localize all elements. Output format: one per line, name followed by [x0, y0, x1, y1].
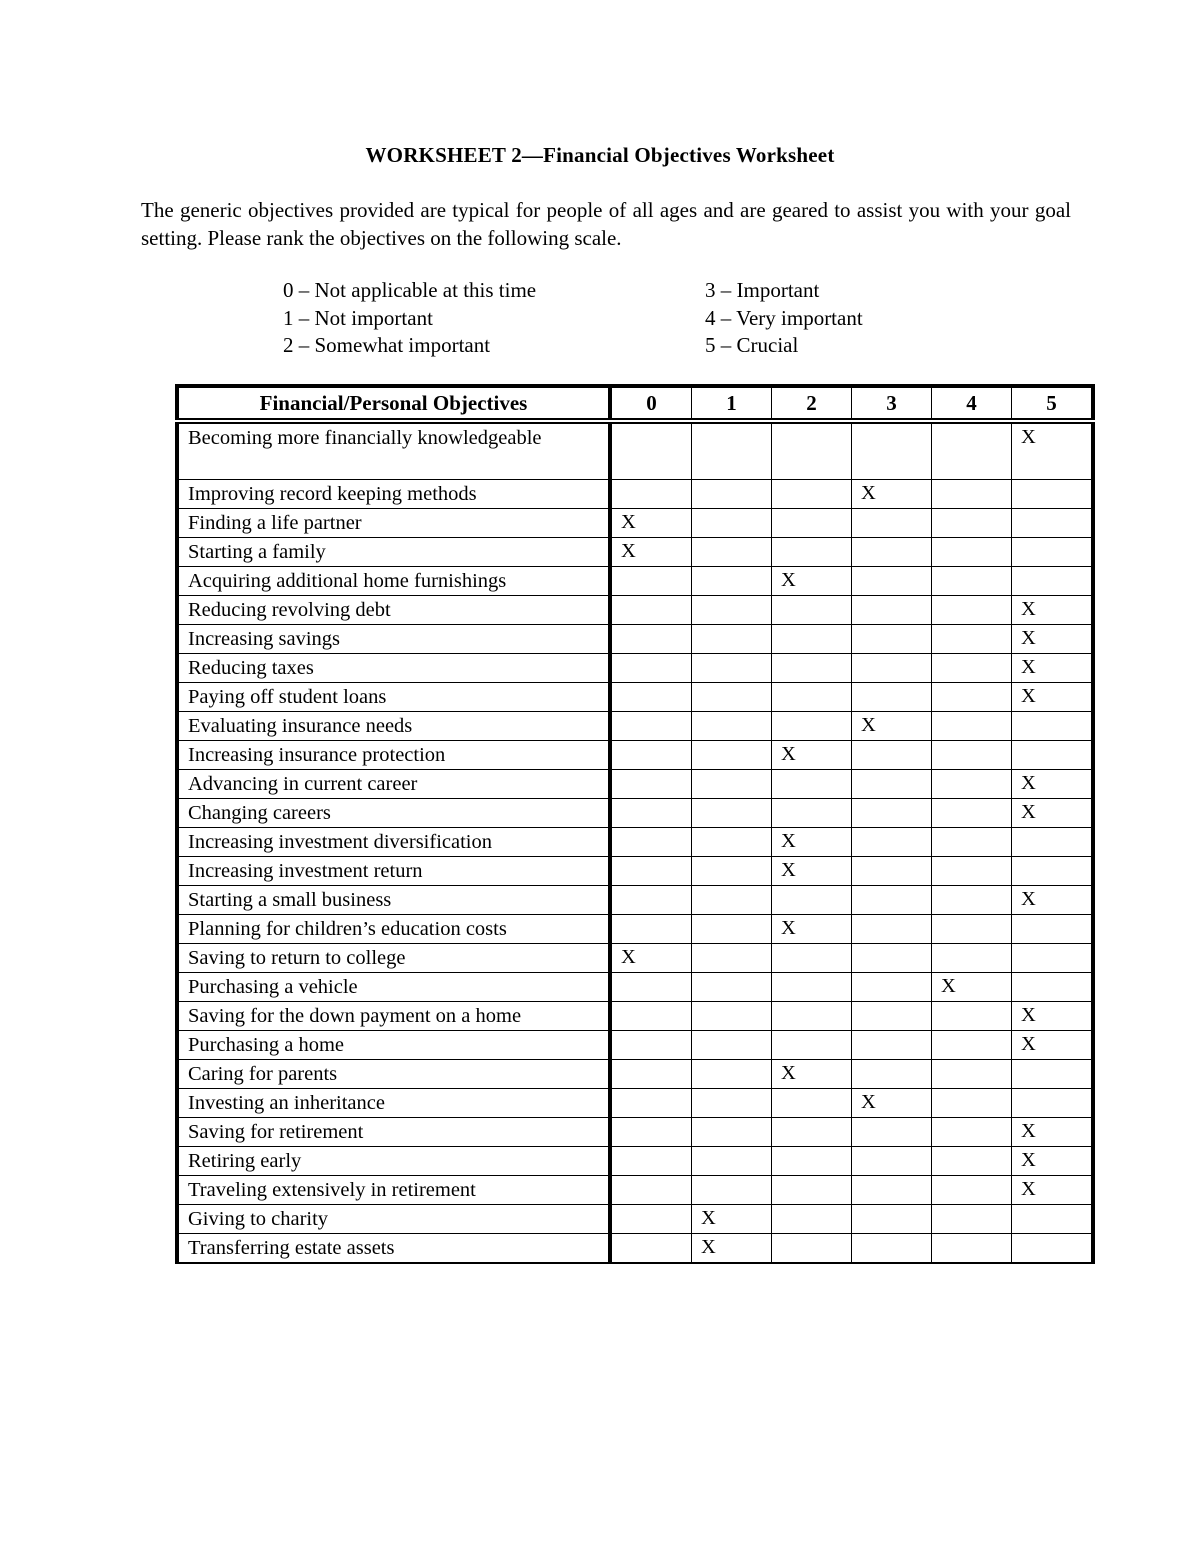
objective-label-text: Reducing revolving debt	[188, 599, 391, 621]
rank-cell-3	[852, 1234, 932, 1264]
table-row	[177, 596, 1093, 625]
table-row	[177, 828, 1093, 857]
objective-label-text: Increasing investment return	[188, 860, 423, 882]
objective-label-text: Increasing insurance protection	[188, 744, 446, 766]
scale-item-2: 2 – Somewhat important	[283, 333, 491, 357]
rank-cell-4	[932, 886, 1012, 915]
rank-cell-2: X	[772, 1060, 852, 1089]
rank-cell-0	[610, 770, 692, 799]
rank-cell-1	[692, 1060, 772, 1089]
rank-cell-5: X	[1012, 1118, 1094, 1147]
rank-cell-3	[852, 770, 932, 799]
rank-cell-3	[852, 1118, 932, 1147]
objective-label	[177, 973, 610, 1002]
rank-cell-2	[772, 1089, 852, 1118]
rank-cell-4	[932, 741, 1012, 770]
rank-cell-2	[772, 596, 852, 625]
objective-label-text: Purchasing a home	[188, 1034, 344, 1056]
objective-label-text: Saving for retirement	[188, 1121, 364, 1143]
rank-cell-4	[932, 480, 1012, 509]
rank-cell-3	[852, 1002, 932, 1031]
rank-cell-3	[852, 1031, 932, 1060]
rank-cell-2	[772, 538, 852, 567]
rank-cell-1	[692, 538, 772, 567]
rank-cell-0	[610, 886, 692, 915]
table-row	[177, 973, 1093, 1002]
rank-cell-4	[932, 1089, 1012, 1118]
rank-cell-0	[610, 1118, 692, 1147]
rank-cell-5	[1012, 538, 1094, 567]
rank-cell-2	[772, 1118, 852, 1147]
objective-label-text: Acquiring additional home furnishings	[188, 570, 507, 592]
rank-cell-4	[932, 1147, 1012, 1176]
rank-cell-3	[852, 509, 932, 538]
rank-cell-1	[692, 1118, 772, 1147]
rank-cell-2	[772, 973, 852, 1002]
rank-cell-4	[932, 625, 1012, 654]
rank-cell-0	[610, 1205, 692, 1234]
table-row	[177, 1089, 1093, 1118]
rank-cell-4	[932, 1031, 1012, 1060]
rank-cell-0	[610, 625, 692, 654]
rank-cell-2	[772, 683, 852, 712]
rank-cell-5: X	[1012, 1031, 1094, 1060]
rank-cell-5: X	[1012, 1176, 1094, 1205]
rank-cell-0	[610, 421, 692, 480]
rank-cell-2: X	[772, 741, 852, 770]
rank-cell-4	[932, 770, 1012, 799]
header-rank-2: 2	[772, 386, 852, 421]
rank-cell-2	[772, 712, 852, 741]
objective-label	[177, 770, 610, 799]
rank-cell-4	[932, 509, 1012, 538]
rank-cell-1	[692, 421, 772, 480]
rank-cell-4	[932, 944, 1012, 973]
rank-cell-5: X	[1012, 683, 1094, 712]
objective-label-text: Becoming more financially knowledgeable	[188, 427, 542, 449]
objective-label-text: Increasing investment diversification	[188, 831, 492, 853]
scale-legend-left	[283, 277, 536, 360]
objective-label-text: Improving record keeping methods	[188, 483, 477, 505]
objective-label	[177, 421, 610, 480]
rank-cell-5: X	[1012, 799, 1094, 828]
rank-cell-1	[692, 1176, 772, 1205]
rank-cell-0	[610, 654, 692, 683]
rank-cell-4	[932, 915, 1012, 944]
objective-label	[177, 625, 610, 654]
objective-label-text: Advancing in current career	[188, 773, 418, 795]
rank-cell-2	[772, 886, 852, 915]
header-rank-5: 5	[1012, 386, 1094, 421]
table-row	[177, 886, 1093, 915]
rank-cell-3	[852, 741, 932, 770]
rank-cell-5	[1012, 567, 1094, 596]
rank-cell-4: X	[932, 973, 1012, 1002]
rank-cell-3	[852, 567, 932, 596]
rank-cell-2	[772, 1147, 852, 1176]
rank-cell-1	[692, 1089, 772, 1118]
rank-cell-2	[772, 944, 852, 973]
table-row	[177, 1205, 1093, 1234]
objective-label	[177, 915, 610, 944]
rank-cell-2	[772, 799, 852, 828]
rank-cell-4	[932, 857, 1012, 886]
rank-cell-0	[610, 1234, 692, 1264]
objective-label-text: Retiring early	[188, 1150, 302, 1172]
objective-label	[177, 886, 610, 915]
rank-cell-2: X	[772, 857, 852, 886]
table-row	[177, 654, 1093, 683]
table-row	[177, 509, 1093, 538]
rank-cell-0	[610, 1089, 692, 1118]
objectives-table	[175, 384, 1095, 1264]
scale-legend-right	[705, 277, 863, 360]
objective-label	[177, 1060, 610, 1089]
rank-cell-0: X	[610, 944, 692, 973]
rank-cell-5	[1012, 509, 1094, 538]
objective-label-text: Reducing taxes	[188, 657, 314, 679]
table-row	[177, 915, 1093, 944]
table-row	[177, 1118, 1093, 1147]
rank-cell-5	[1012, 915, 1094, 944]
rank-cell-1: X	[692, 1205, 772, 1234]
rank-cell-4	[932, 1176, 1012, 1205]
rank-cell-0	[610, 1060, 692, 1089]
table-row	[177, 799, 1093, 828]
rank-cell-1	[692, 654, 772, 683]
objective-label-text: Saving for the down payment on a home	[188, 1005, 522, 1027]
rank-cell-0	[610, 1031, 692, 1060]
rank-cell-1	[692, 1031, 772, 1060]
objective-label-text: Purchasing a vehicle	[188, 976, 358, 998]
rank-cell-5: X	[1012, 596, 1094, 625]
rank-cell-4	[932, 1002, 1012, 1031]
scale-item-3: 3 – Important	[705, 278, 820, 302]
table-row	[177, 1060, 1093, 1089]
table-row	[177, 770, 1093, 799]
rank-cell-3	[852, 857, 932, 886]
intro-paragraph: The generic objectives provided are typical for people of all ages and are geared to assist you with your goal setting. Please rank the objectives on the following scale.	[141, 198, 1071, 250]
rank-cell-5	[1012, 480, 1094, 509]
rank-cell-1	[692, 741, 772, 770]
objective-label-text: Finding a life partner	[188, 512, 362, 534]
rank-cell-4	[932, 1205, 1012, 1234]
rank-cell-1	[692, 973, 772, 1002]
objective-label	[177, 567, 610, 596]
objective-label	[177, 944, 610, 973]
objective-label	[177, 538, 610, 567]
header-rank-0: 0	[610, 386, 692, 421]
table-row	[177, 480, 1093, 509]
rank-cell-5	[1012, 1060, 1094, 1089]
rank-cell-1	[692, 596, 772, 625]
table-row	[177, 538, 1093, 567]
rank-cell-0	[610, 712, 692, 741]
table-row	[177, 741, 1093, 770]
rank-cell-4	[932, 1118, 1012, 1147]
table-body	[177, 421, 1093, 1263]
rank-cell-2: X	[772, 828, 852, 857]
objective-label	[177, 712, 610, 741]
objective-label	[177, 509, 610, 538]
header-rank-1: 1	[692, 386, 772, 421]
rank-cell-0	[610, 596, 692, 625]
rank-cell-1	[692, 712, 772, 741]
table-row	[177, 857, 1093, 886]
rank-cell-0	[610, 567, 692, 596]
rank-cell-5: X	[1012, 654, 1094, 683]
objective-label-text: Starting a small business	[188, 889, 392, 911]
rank-cell-2	[772, 421, 852, 480]
table-row	[177, 625, 1093, 654]
rank-cell-1	[692, 625, 772, 654]
table-row	[177, 1031, 1093, 1060]
objective-label	[177, 1031, 610, 1060]
rank-cell-2: X	[772, 567, 852, 596]
rank-cell-0	[610, 973, 692, 1002]
rank-cell-3	[852, 1147, 932, 1176]
rank-cell-4	[932, 828, 1012, 857]
rank-cell-0	[610, 799, 692, 828]
rank-cell-4	[932, 654, 1012, 683]
rank-cell-1	[692, 828, 772, 857]
objective-label-text: Planning for children’s education costs	[188, 918, 507, 940]
objective-label-text: Paying off student loans	[188, 686, 387, 708]
table-row	[177, 683, 1093, 712]
objective-label	[177, 1147, 610, 1176]
header-rank-3: 3	[852, 386, 932, 421]
table-row	[177, 1234, 1093, 1264]
rank-cell-5: X	[1012, 770, 1094, 799]
objective-label	[177, 1118, 610, 1147]
objective-label	[177, 1205, 610, 1234]
objective-label-text: Saving to return to college	[188, 947, 406, 969]
rank-cell-2	[772, 1234, 852, 1264]
rank-cell-0: X	[610, 538, 692, 567]
rank-cell-4	[932, 1234, 1012, 1264]
rank-cell-3: X	[852, 480, 932, 509]
rank-cell-4	[932, 596, 1012, 625]
objective-label	[177, 480, 610, 509]
rank-cell-5	[1012, 712, 1094, 741]
rank-cell-3: X	[852, 1089, 932, 1118]
rank-cell-2	[772, 509, 852, 538]
rank-cell-1	[692, 799, 772, 828]
rank-cell-2	[772, 480, 852, 509]
rank-cell-3	[852, 625, 932, 654]
objective-label-text: Changing careers	[188, 802, 331, 824]
rank-cell-1	[692, 886, 772, 915]
rank-cell-3	[852, 596, 932, 625]
rank-cell-1	[692, 1147, 772, 1176]
scale-item-5: 5 – Crucial	[705, 333, 799, 357]
rank-cell-5	[1012, 741, 1094, 770]
rank-cell-0	[610, 857, 692, 886]
rank-cell-0	[610, 683, 692, 712]
objective-label	[177, 857, 610, 886]
rank-cell-5	[1012, 1089, 1094, 1118]
rank-cell-3	[852, 421, 932, 480]
objective-label-text: Evaluating insurance needs	[188, 715, 413, 737]
rank-cell-5: X	[1012, 625, 1094, 654]
rank-cell-1	[692, 770, 772, 799]
rank-cell-0	[610, 915, 692, 944]
rank-cell-5	[1012, 828, 1094, 857]
rank-cell-1	[692, 567, 772, 596]
rank-cell-2	[772, 1031, 852, 1060]
rank-cell-1	[692, 915, 772, 944]
rank-cell-5: X	[1012, 886, 1094, 915]
worksheet-title: WORKSHEET 2—Financial Objectives Worksheet	[365, 143, 835, 167]
rank-cell-1	[692, 480, 772, 509]
rank-cell-4	[932, 538, 1012, 567]
scale-item-4: 4 – Very important	[705, 305, 863, 330]
objective-label	[177, 1089, 610, 1118]
table-row	[177, 712, 1093, 741]
rank-cell-0	[610, 1002, 692, 1031]
rank-cell-1	[692, 509, 772, 538]
rank-cell-0	[610, 741, 692, 770]
rank-cell-4	[932, 1060, 1012, 1089]
rank-cell-5: X	[1012, 1147, 1094, 1176]
rank-cell-4	[932, 567, 1012, 596]
objective-label	[177, 799, 610, 828]
rank-cell-3: X	[852, 712, 932, 741]
rank-cell-3	[852, 1205, 932, 1234]
rank-cell-0	[610, 1147, 692, 1176]
rank-cell-0	[610, 480, 692, 509]
rank-cell-2	[772, 625, 852, 654]
rank-cell-4	[932, 683, 1012, 712]
rank-cell-2: X	[772, 915, 852, 944]
objective-label	[177, 828, 610, 857]
objective-label-text: Caring for parents	[188, 1063, 338, 1085]
objective-label-text: Giving to charity	[188, 1208, 329, 1230]
rank-cell-3	[852, 828, 932, 857]
objective-label	[177, 596, 610, 625]
rank-cell-3	[852, 1060, 932, 1089]
table-row	[177, 1176, 1093, 1205]
objective-label	[177, 654, 610, 683]
rank-cell-4	[932, 799, 1012, 828]
rank-cell-2	[772, 1176, 852, 1205]
objective-label	[177, 1234, 610, 1264]
objective-label-text: Traveling extensively in retirement	[188, 1179, 476, 1201]
rank-cell-3	[852, 915, 932, 944]
rank-cell-0	[610, 828, 692, 857]
objective-label-text: Investing an inheritance	[188, 1092, 385, 1114]
objective-label-text: Starting a family	[188, 541, 326, 563]
rank-cell-3	[852, 538, 932, 567]
rank-cell-1	[692, 944, 772, 973]
rank-cell-5	[1012, 1205, 1094, 1234]
objective-label-text: Increasing savings	[188, 628, 340, 650]
rank-cell-3	[852, 886, 932, 915]
rank-cell-3	[852, 1176, 932, 1205]
rank-cell-5: X	[1012, 421, 1094, 480]
objective-label	[177, 1002, 610, 1031]
rank-cell-0: X	[610, 509, 692, 538]
scale-item-1: 1 – Not important	[283, 305, 433, 330]
rank-cell-4	[932, 421, 1012, 480]
rank-cell-3	[852, 654, 932, 683]
rank-cell-3	[852, 683, 932, 712]
rank-cell-2	[772, 1002, 852, 1031]
objective-label-text: Transferring estate assets	[188, 1237, 395, 1259]
table-row	[177, 567, 1093, 596]
rank-cell-3	[852, 799, 932, 828]
table-row	[177, 421, 1093, 480]
header-rank-4: 4	[932, 386, 1012, 421]
rank-cell-1	[692, 683, 772, 712]
rank-cell-5	[1012, 1234, 1094, 1264]
objective-label	[177, 741, 610, 770]
rank-cell-1	[692, 1002, 772, 1031]
rank-cell-4	[932, 712, 1012, 741]
header-objectives: Financial/Personal Objectives	[177, 386, 610, 421]
objective-label	[177, 1176, 610, 1205]
rank-cell-5	[1012, 944, 1094, 973]
table-row	[177, 1147, 1093, 1176]
rank-cell-1: X	[692, 1234, 772, 1264]
rank-cell-2	[772, 1205, 852, 1234]
rank-cell-2	[772, 654, 852, 683]
rank-cell-5	[1012, 973, 1094, 1002]
rank-cell-3	[852, 944, 932, 973]
rank-cell-3	[852, 973, 932, 1002]
table-row	[177, 1002, 1093, 1031]
scale-item-0: 0 – Not applicable at this time	[283, 278, 537, 302]
objective-label	[177, 683, 610, 712]
rank-cell-5	[1012, 857, 1094, 886]
rank-cell-5: X	[1012, 1002, 1094, 1031]
rank-cell-1	[692, 857, 772, 886]
rank-cell-0	[610, 1176, 692, 1205]
rank-cell-2	[772, 770, 852, 799]
table-header-row	[177, 386, 1093, 421]
table-row	[177, 944, 1093, 973]
